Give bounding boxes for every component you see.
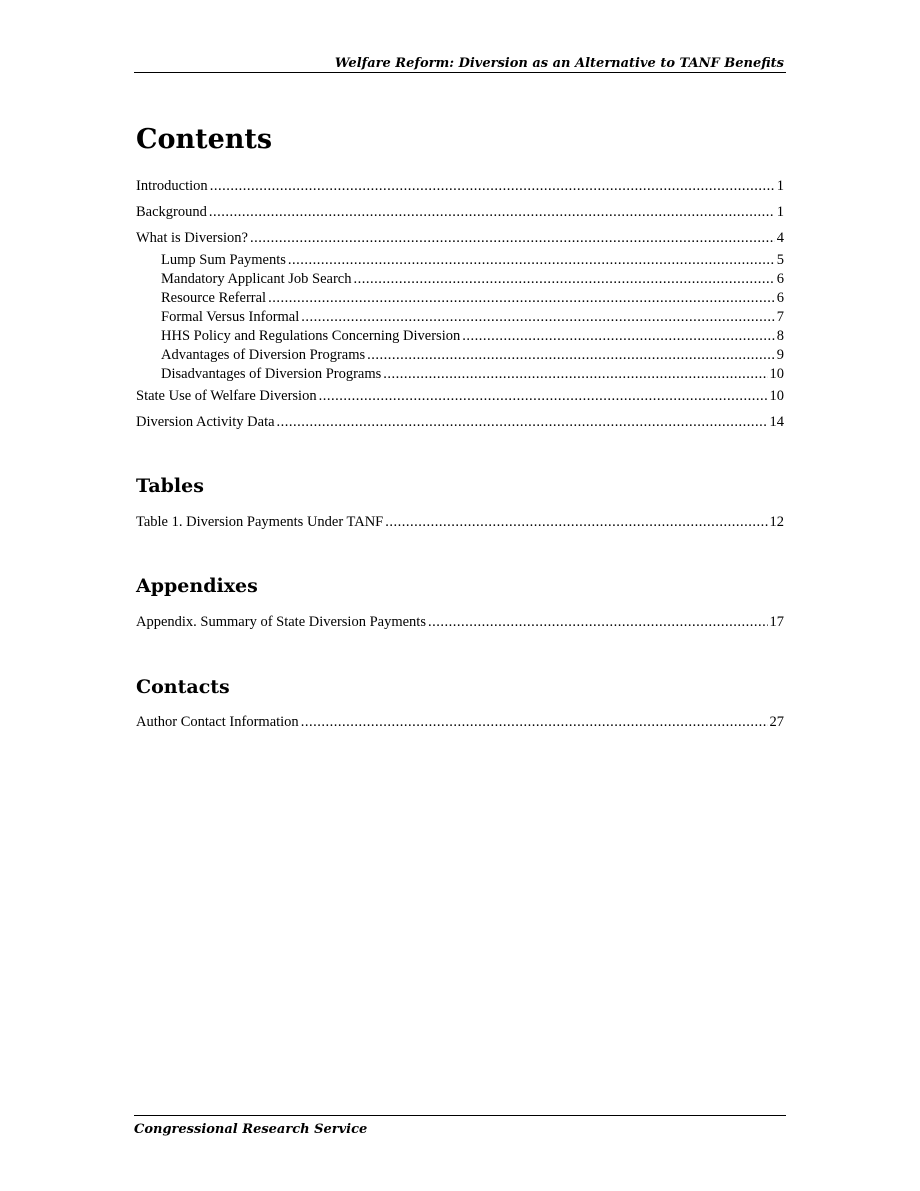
toc-entry-advantages[interactable] — [161, 346, 784, 364]
toc-entry-title: Introduction — [136, 178, 208, 194]
running-header — [134, 55, 786, 73]
footer-text: Congressional Research Service — [134, 1122, 368, 1137]
toc-entry-title: Resource Referral — [161, 290, 267, 306]
dot-leader — [209, 203, 775, 221]
toc-entry-appendix[interactable] — [136, 613, 784, 631]
toc-entry-page: 14 — [769, 414, 784, 430]
dot-leader — [353, 270, 774, 288]
toc-entry-background[interactable] — [136, 203, 784, 221]
toc-entry-resource-referral[interactable] — [161, 289, 784, 307]
toc-entry-page: 5 — [776, 252, 784, 268]
dot-leader — [301, 713, 768, 731]
toc-entry-page: 10 — [769, 388, 784, 404]
toc-entry-introduction[interactable] — [136, 177, 784, 195]
dot-leader — [277, 413, 768, 431]
toc-entry-author-contact[interactable] — [136, 713, 784, 731]
dot-leader — [250, 229, 775, 247]
running-header-title: Welfare Reform: Diversion as an Alternative to TANF Benefits — [334, 56, 784, 71]
toc-entry-lump-sum-payments[interactable] — [161, 251, 784, 269]
toc-entry-page: 17 — [769, 614, 784, 630]
toc-entry-title: Author Contact Information — [136, 714, 299, 730]
toc-entry-page: 27 — [769, 714, 784, 730]
appendixes-heading: Appendixes — [136, 575, 258, 597]
toc-entry-title: Background — [136, 204, 207, 220]
dot-leader — [319, 387, 768, 405]
toc-entry-title: Advantages of Diversion Programs — [161, 347, 366, 363]
toc-entry-state-use[interactable] — [136, 387, 784, 405]
toc-entry-title: HHS Policy and Regulations Concerning Diversion — [161, 328, 461, 344]
toc-entry-title: Mandatory Applicant Job Search — [161, 271, 352, 287]
toc-entry-page: 4 — [776, 230, 784, 246]
toc-entry-page: 12 — [769, 514, 784, 530]
dot-leader — [462, 327, 775, 345]
toc-entry-title: State Use of Welfare Diversion — [136, 388, 317, 404]
toc-entry-title: Lump Sum Payments — [161, 252, 286, 268]
toc-entry-title: Disadvantages of Diversion Programs — [161, 366, 382, 382]
toc-entry-title: Formal Versus Informal — [161, 309, 300, 325]
toc-entry-what-is-diversion[interactable] — [136, 229, 784, 247]
dot-leader — [288, 251, 775, 269]
contacts-heading: Contacts — [136, 676, 230, 698]
tables-heading: Tables — [136, 475, 204, 497]
toc-entry-title: Appendix. Summary of State Diversion Payments — [136, 614, 426, 630]
toc-entry-page: 1 — [776, 204, 784, 220]
toc-entry-hhs-policy[interactable] — [161, 327, 784, 345]
toc-entry-page: 6 — [776, 271, 784, 287]
toc-entry-mandatory-applicant-job-search[interactable] — [161, 270, 784, 288]
dot-leader — [367, 346, 775, 364]
dot-leader — [385, 513, 767, 531]
running-footer — [134, 1115, 786, 1137]
toc-entry-page: 9 — [776, 347, 784, 363]
contents-heading: Contents — [136, 124, 273, 155]
toc-entry-disadvantages[interactable] — [161, 365, 784, 383]
toc-entry-title: What is Diversion? — [136, 230, 248, 246]
dot-leader — [383, 365, 767, 383]
dot-leader — [210, 177, 775, 195]
dot-leader — [428, 613, 768, 631]
toc-entry-diversion-activity-data[interactable] — [136, 413, 784, 431]
toc-entry-page: 6 — [776, 290, 784, 306]
toc-entry-page: 1 — [776, 178, 784, 194]
toc-entry-page: 10 — [769, 366, 784, 382]
toc-entry-formal-versus-informal[interactable] — [161, 308, 784, 326]
dot-leader — [301, 308, 774, 326]
dot-leader — [268, 289, 775, 307]
toc-entry-table-1[interactable] — [136, 513, 784, 531]
toc-entry-title: Diversion Activity Data — [136, 414, 275, 430]
toc-entry-title: Table 1. Diversion Payments Under TANF — [136, 514, 384, 530]
toc-entry-page: 8 — [776, 328, 784, 344]
toc-entry-page: 7 — [776, 309, 784, 325]
